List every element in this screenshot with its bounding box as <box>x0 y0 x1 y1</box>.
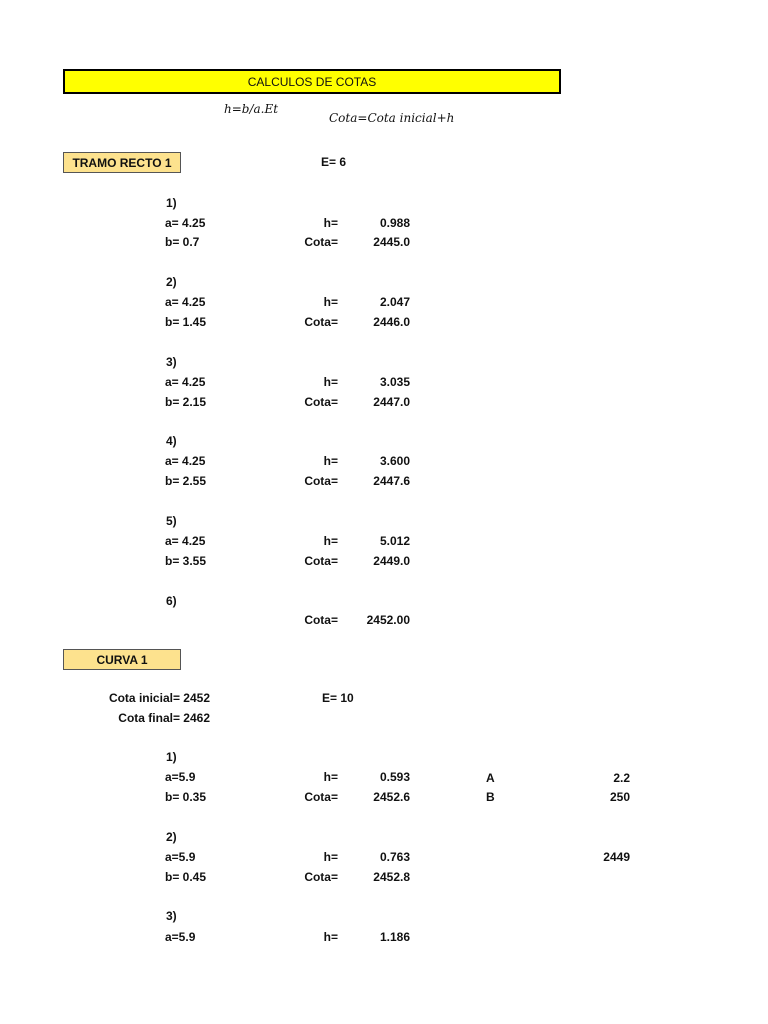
h-label: h= <box>323 375 338 389</box>
formula-cota: Cota=Cota inicial+h <box>329 111 455 125</box>
side-b-value: 250 <box>609 790 630 804</box>
item-number: 1) <box>166 750 177 764</box>
curva-e-value: E= 10 <box>322 691 354 705</box>
item-b: b= 0.7 <box>165 235 200 249</box>
item-number: 5) <box>166 514 177 528</box>
h-value: 1.186 <box>379 930 410 944</box>
h-value: 5.012 <box>379 534 410 548</box>
cota-value: 2452.6 <box>373 790 410 804</box>
h-value: 0.593 <box>379 770 410 784</box>
cota-label: Cota= <box>304 235 338 249</box>
item-b: b= 2.15 <box>165 395 207 409</box>
side-b-label: B <box>486 790 495 804</box>
cota-value: 2445.0 <box>373 235 410 249</box>
item-a: a=5.9 <box>165 850 196 864</box>
side-a-label: A <box>486 771 495 785</box>
side-a-value: 2.2 <box>613 771 630 785</box>
item-b: b= 1.45 <box>165 315 207 329</box>
page-title: CALCULOS DE COTAS <box>247 74 377 89</box>
item-a: a=5.9 <box>165 930 196 944</box>
h-label: h= <box>323 930 338 944</box>
h-label: h= <box>323 454 338 468</box>
cota-label: Cota= <box>304 315 338 329</box>
section-label: CURVA 1 <box>96 652 148 667</box>
side-value: 2449 <box>603 850 630 864</box>
cota-value: 2446.0 <box>373 315 410 329</box>
section-tramo-recto-1 <box>63 152 181 173</box>
item-number: 4) <box>166 434 177 448</box>
h-label: h= <box>323 534 338 548</box>
item-a: a= 4.25 <box>165 454 206 468</box>
title-banner <box>63 69 561 94</box>
item-number: 1) <box>166 196 177 210</box>
tramo-e-value: E= 6 <box>321 155 347 169</box>
cota-value: 2447.0 <box>373 395 410 409</box>
h-label: h= <box>323 770 338 784</box>
h-value: 0.763 <box>379 850 410 864</box>
item-number: 3) <box>166 355 177 369</box>
cota-label: Cota= <box>304 790 338 804</box>
cota-label: Cota= <box>304 613 338 627</box>
item-b: b= 0.35 <box>165 790 207 804</box>
item-b: b= 2.55 <box>165 474 207 488</box>
curva-cota-final: Cota final= 2462 <box>118 711 210 725</box>
item-number: 2) <box>166 830 177 844</box>
item-a: a= 4.25 <box>165 295 206 309</box>
curva-cota-inicial: Cota inicial= 2452 <box>108 691 210 705</box>
item-number: 2) <box>166 275 177 289</box>
h-value: 3.035 <box>379 375 410 389</box>
cota-value: 2447.6 <box>373 474 410 488</box>
h-label: h= <box>323 216 338 230</box>
cota-label: Cota= <box>304 395 338 409</box>
item-a: a=5.9 <box>165 770 196 784</box>
item-number: 6) <box>166 594 177 608</box>
item-a: a= 4.25 <box>165 534 206 548</box>
cota-label: Cota= <box>304 870 338 884</box>
h-label: h= <box>323 850 338 864</box>
section-label: TRAMO RECTO 1 <box>72 155 172 170</box>
item-b: b= 0.45 <box>165 870 207 884</box>
item-a: a= 4.25 <box>165 375 206 389</box>
item-a: a= 4.25 <box>165 216 206 230</box>
cota-label: Cota= <box>304 474 338 488</box>
formula-h: h=b/a.Et <box>224 102 279 116</box>
h-label: h= <box>323 295 338 309</box>
h-value: 0.988 <box>379 216 410 230</box>
item-b: b= 3.55 <box>165 554 207 568</box>
cota-value: 2449.0 <box>373 554 410 568</box>
cota-final-value: 2452.00 <box>366 613 410 627</box>
cota-value: 2452.8 <box>373 870 410 884</box>
section-curva-1 <box>63 649 181 670</box>
h-value: 3.600 <box>379 454 410 468</box>
item-number: 3) <box>166 909 177 923</box>
cota-label: Cota= <box>304 554 338 568</box>
h-value: 2.047 <box>379 295 410 309</box>
